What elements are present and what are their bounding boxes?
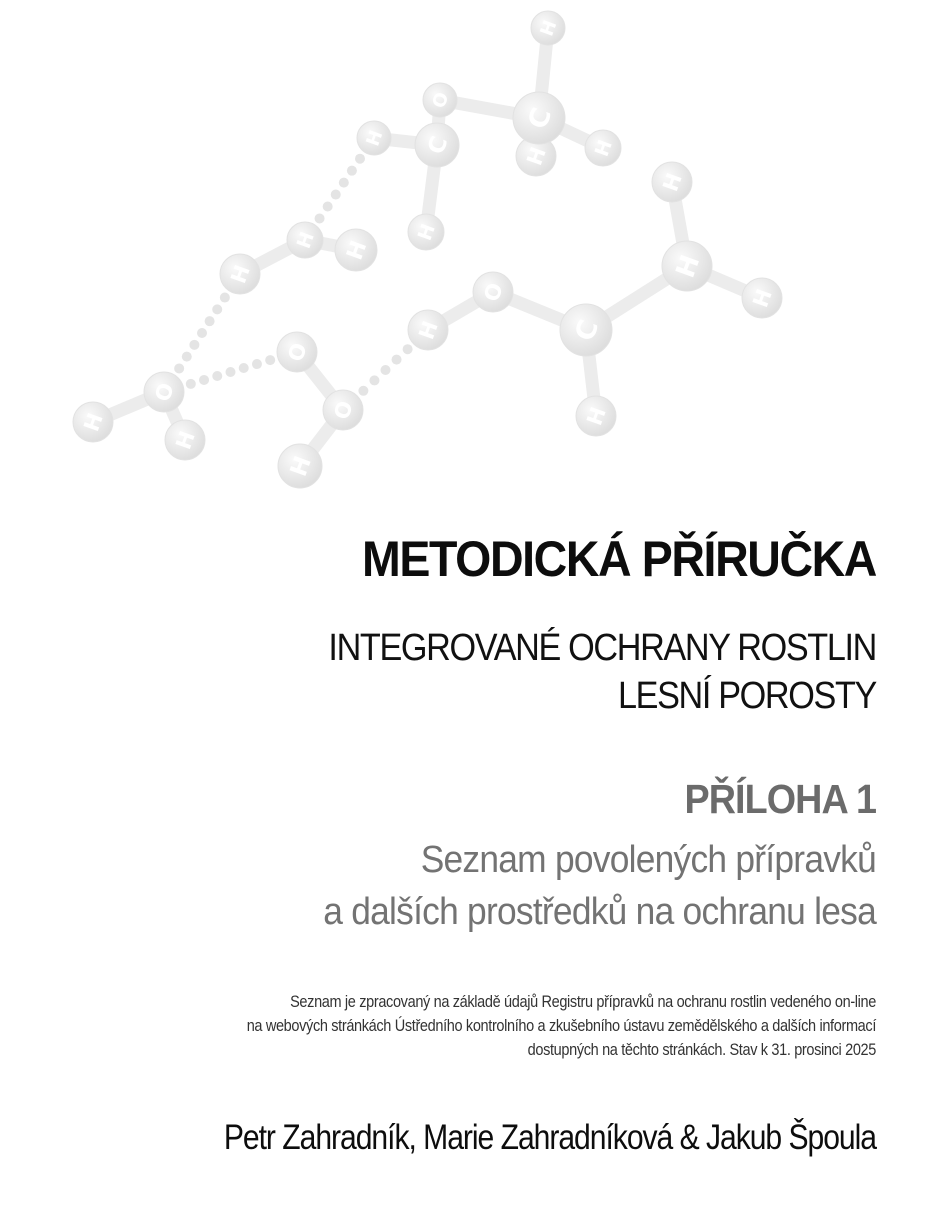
molecule-atom <box>277 332 317 372</box>
atom-label: H <box>413 221 440 244</box>
annex-subtitle-line: a dalších prostředků na ochranu lesa <box>323 891 876 933</box>
atom-label: H <box>171 427 200 453</box>
hydrogen-bond-dot <box>403 344 413 354</box>
note-line: na webových stránkách Ústředního kontrolního a zkušebního ústavu zemědělského a dalších informací <box>246 1017 876 1035</box>
molecule-atom <box>278 444 322 488</box>
molecule-atom <box>165 420 205 460</box>
atom-label: O <box>150 379 179 405</box>
subtitle-line: LESNÍ POROSTY <box>617 675 876 717</box>
atom-label: O <box>428 89 454 112</box>
hydrogen-bond-dot <box>252 359 262 369</box>
molecule-atom <box>408 310 448 350</box>
hydrogen-bond-dot <box>189 340 199 350</box>
molecule-atom <box>585 130 621 166</box>
note-line: Seznam je zpracovaný na základě údajů Registru přípravků na ochranu rostlin vedeného on-line <box>290 993 876 1011</box>
molecule-atom <box>560 304 612 356</box>
atom-label: H <box>414 317 443 343</box>
hydrogen-bond-dot <box>355 154 365 164</box>
hydrogen-bond-dot <box>174 363 184 373</box>
atom-label: H <box>670 251 707 282</box>
molecule-atom <box>287 222 323 258</box>
atom-label: H <box>362 127 388 150</box>
molecule-atom <box>652 162 692 202</box>
annex-subtitle <box>99 834 876 938</box>
source-note <box>140 990 876 1062</box>
hydrogen-bond-dot <box>392 355 402 365</box>
molecule-atom <box>323 390 363 430</box>
molecule-atom <box>513 92 565 144</box>
hydrogen-bond-dot <box>239 363 249 373</box>
molecule-atom <box>662 241 712 291</box>
hydrogen-bond-dot <box>381 365 391 375</box>
atom-label: H <box>226 261 255 287</box>
hydrogen-bond-dot <box>220 293 230 303</box>
molecule-atom <box>742 278 782 318</box>
hydrogen-bond-dot <box>265 355 275 365</box>
hydrogen-bond-dot <box>212 371 222 381</box>
atom-label: H <box>342 237 373 264</box>
hydrogen-bond-dot <box>186 379 196 389</box>
atom-label: H <box>582 403 611 429</box>
hydrogen-bond-dot <box>331 190 341 200</box>
hydrogen-bond-dot <box>339 178 349 188</box>
hydrogen-bond-dot <box>197 328 207 338</box>
hydrogen-bond-dot <box>315 213 325 223</box>
atom-label: C <box>569 315 606 346</box>
note-line: dostupných na těchto stránkách. Stav k 31. prosinci 2025 <box>527 1041 876 1059</box>
hydrogen-bond-dot <box>358 386 368 396</box>
atom-label: O <box>329 397 358 423</box>
atom-label: H <box>658 169 687 195</box>
molecule-atom <box>473 272 513 312</box>
atom-label: H <box>522 143 551 169</box>
atom-label: H <box>79 409 108 435</box>
atom-label: O <box>479 279 508 305</box>
molecule-atom <box>531 11 565 45</box>
hydrogen-bond-dot <box>323 202 333 212</box>
annex-title: PŘÍLOHA 1 <box>684 776 876 822</box>
atom-label: H <box>748 285 777 311</box>
molecule-illustration <box>0 0 932 510</box>
molecule-atom <box>576 396 616 436</box>
hydrogen-bond-dot <box>205 316 215 326</box>
hydrogen-bond-dot <box>199 375 209 385</box>
molecule-atom <box>415 123 459 167</box>
hydrogen-bond-dot <box>347 166 357 176</box>
molecule-atom <box>408 214 444 250</box>
subtitle-line: INTEGROVANÉ OCHRANY ROSTLIN <box>328 627 876 669</box>
atom-label: H <box>285 452 317 480</box>
hydrogen-bond-dot <box>226 367 236 377</box>
hydrogen-bond-dot <box>212 304 222 314</box>
authors: Petr Zahradník, Marie Zahradníková & Jakub Špoula <box>223 1118 877 1157</box>
atom-label: O <box>283 339 312 365</box>
molecule-atom <box>423 83 457 117</box>
hydrogen-bond-dot <box>182 352 192 362</box>
molecule-atom <box>335 229 377 271</box>
atom-label: H <box>292 229 319 252</box>
annex-subtitle-line: Seznam povolených přípravků <box>420 839 876 881</box>
atom-label: H <box>590 137 617 160</box>
document-title: METODICKÁ PŘÍRUČKA <box>362 531 876 587</box>
molecule-atom <box>220 254 260 294</box>
molecule-atom <box>73 402 113 442</box>
molecule-atom <box>144 372 184 412</box>
hydrogen-bond-dot <box>369 375 379 385</box>
atom-label: C <box>423 133 454 158</box>
atom-label: H <box>536 17 562 40</box>
document-subtitle <box>124 624 876 720</box>
atom-label: C <box>522 103 559 134</box>
molecule-atom <box>357 121 391 155</box>
